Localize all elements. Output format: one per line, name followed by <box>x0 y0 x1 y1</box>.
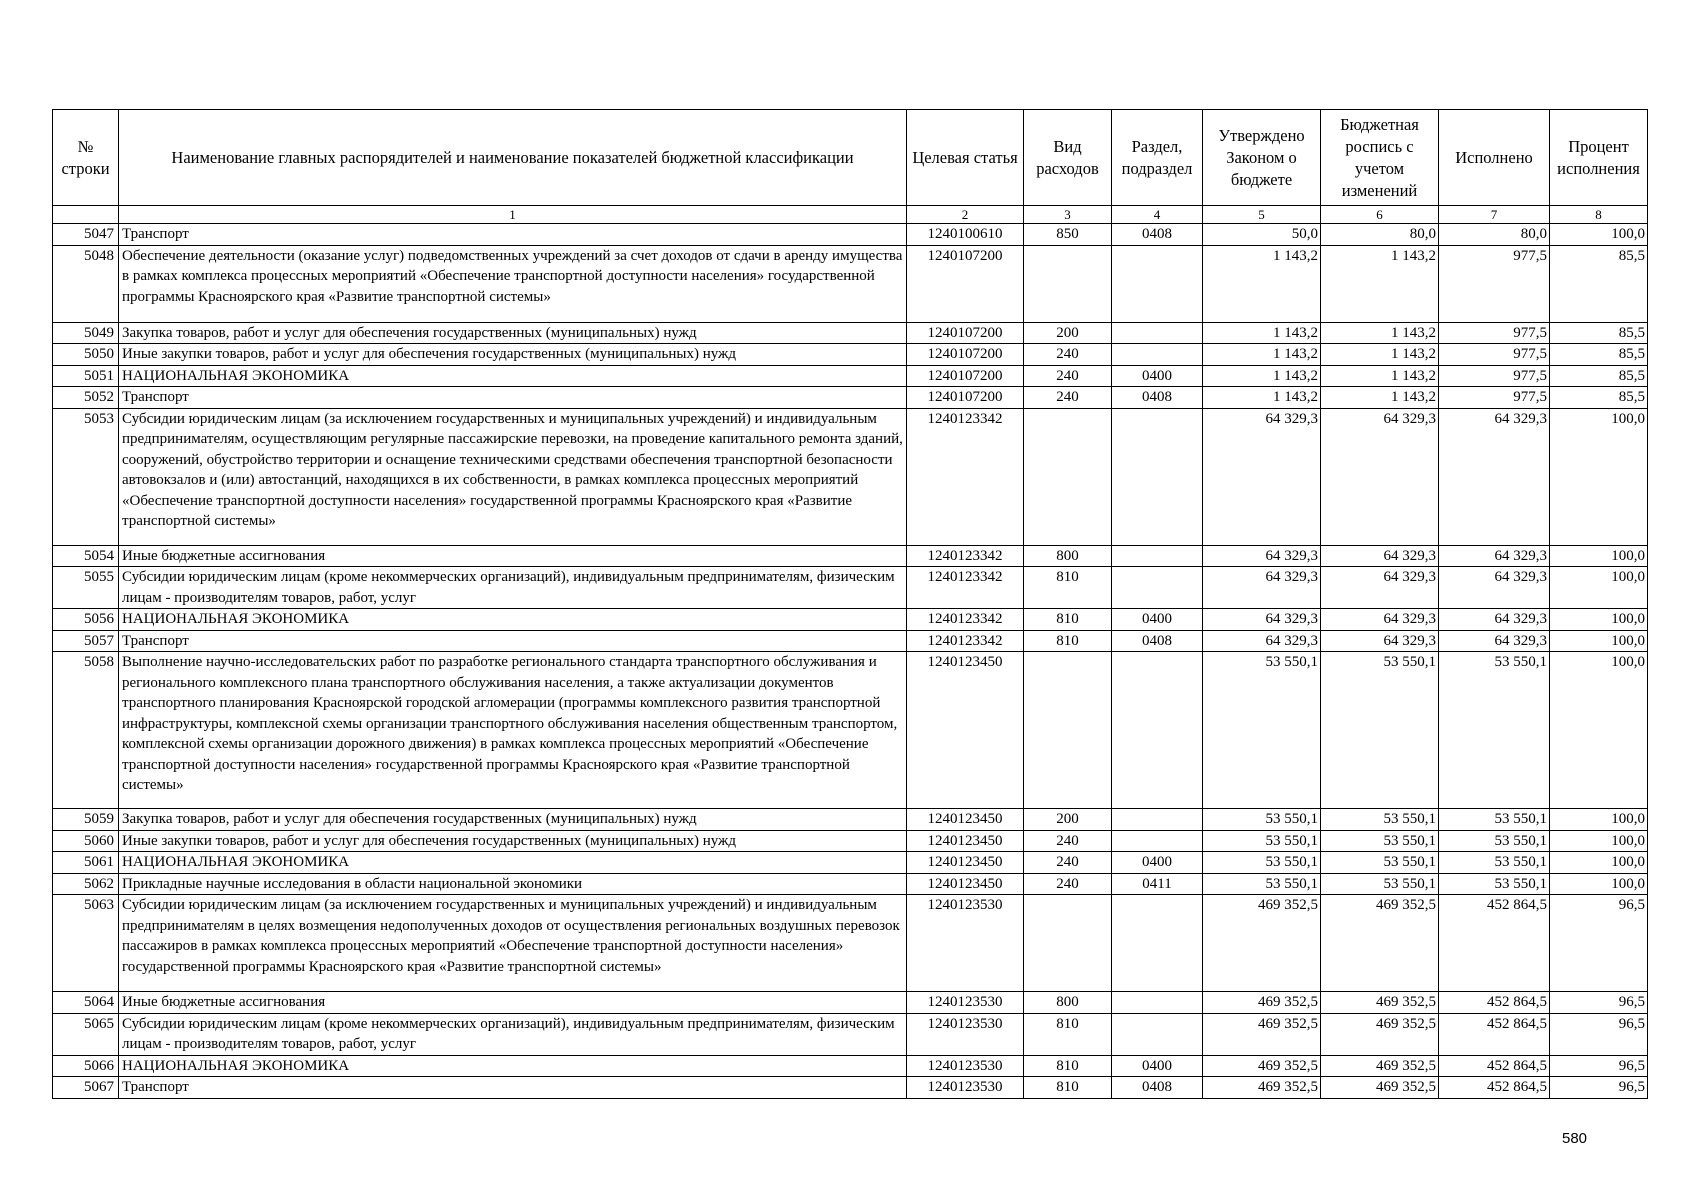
cell-expense-type: 850 <box>1024 224 1112 246</box>
cell-budget-schedule: 469 352,5 <box>1321 992 1439 1014</box>
cell-section: 0400 <box>1112 852 1203 874</box>
cell-expense-type: 800 <box>1024 545 1112 567</box>
cell-target-article: 1240123450 <box>907 830 1024 852</box>
cell-executed: 80,0 <box>1439 224 1550 246</box>
table-row <box>53 895 1648 992</box>
cell-row-number: 5058 <box>53 652 119 809</box>
cell-executed: 977,5 <box>1439 245 1550 322</box>
cell-row-number: 5064 <box>53 992 119 1014</box>
cell-section: 0400 <box>1112 1055 1203 1077</box>
cell-section: 0400 <box>1112 365 1203 387</box>
cell-name: Субсидии юридическим лицам (за исключением государственных и муниципальных учреждений) и индивидуальным предпринимателям, осуществляющим регулярные пассажирские перевозки, на проведение капитального ремонта зданий, сооружений, обустройство территории и оснащение техническими средствами обеспечения транспортной безопасности автовокзалов и (или) автостанций, находящихся в их собственности, в рамках комплекса процессных мероприятий «Обеспечение транспортной доступности населения» государственной программы Красноярского края «Развитие транспортной системы» <box>119 408 907 545</box>
cell-row-number: 5059 <box>53 809 119 831</box>
cell-executed: 53 550,1 <box>1439 652 1550 809</box>
cell-name: Закупка товаров, работ и услуг для обеспечения государственных (муниципальных) нужд <box>119 809 907 831</box>
cell-name: НАЦИОНАЛЬНАЯ ЭКОНОМИКА <box>119 365 907 387</box>
cell-expense-type: 240 <box>1024 830 1112 852</box>
cell-budget-schedule: 53 550,1 <box>1321 873 1439 895</box>
table-row <box>53 245 1648 322</box>
cell-budget-schedule: 1 143,2 <box>1321 365 1439 387</box>
cell-percent: 100,0 <box>1550 609 1648 631</box>
cell-section: 0408 <box>1112 630 1203 652</box>
cell-name: Прикладные научные исследования в области национальной экономики <box>119 873 907 895</box>
column-number: 2 <box>907 206 1024 224</box>
cell-percent: 96,5 <box>1550 1013 1648 1055</box>
table-row <box>53 224 1648 246</box>
cell-budget-schedule: 64 329,3 <box>1321 630 1439 652</box>
cell-approved: 469 352,5 <box>1203 895 1321 992</box>
cell-name: Субсидии юридическим лицам (кроме некоммерческих организаций), индивидуальным предпринимателям, физическим лицам - производителям товаров, работ, услуг <box>119 567 907 609</box>
cell-section <box>1112 809 1203 831</box>
table-body <box>53 224 1648 1099</box>
cell-approved: 53 550,1 <box>1203 809 1321 831</box>
table-row <box>53 387 1648 409</box>
cell-target-article: 1240107200 <box>907 245 1024 322</box>
table-row <box>53 365 1648 387</box>
table-row <box>53 1077 1648 1099</box>
cell-approved: 64 329,3 <box>1203 545 1321 567</box>
table-row <box>53 545 1648 567</box>
cell-expense-type: 810 <box>1024 1013 1112 1055</box>
cell-target-article: 1240123530 <box>907 1055 1024 1077</box>
cell-approved: 1 143,2 <box>1203 322 1321 344</box>
cell-executed: 452 864,5 <box>1439 1055 1550 1077</box>
cell-row-number: 5066 <box>53 1055 119 1077</box>
cell-executed: 452 864,5 <box>1439 1013 1550 1055</box>
cell-target-article: 1240123342 <box>907 408 1024 545</box>
cell-budget-schedule: 469 352,5 <box>1321 895 1439 992</box>
cell-name: Транспорт <box>119 387 907 409</box>
cell-row-number: 5055 <box>53 567 119 609</box>
cell-name: Обеспечение деятельности (оказание услуг) подведомственных учреждений за счет доходов от сдачи в аренду имущества в рамках комплекса процессных мероприятий «Обеспечение транспортной доступности населения» государственной программы Красноярского края «Развитие транспортной системы» <box>119 245 907 322</box>
header-executed: Исполнено <box>1439 110 1550 206</box>
cell-approved: 53 550,1 <box>1203 652 1321 809</box>
cell-name: НАЦИОНАЛЬНАЯ ЭКОНОМИКА <box>119 1055 907 1077</box>
cell-name: Иные закупки товаров, работ и услуг для обеспечения государственных (муниципальных) нужд <box>119 344 907 366</box>
cell-row-number: 5053 <box>53 408 119 545</box>
cell-section <box>1112 895 1203 992</box>
cell-executed: 452 864,5 <box>1439 1077 1550 1099</box>
cell-expense-type: 810 <box>1024 1055 1112 1077</box>
table-row <box>53 322 1648 344</box>
header-name: Наименование главных распорядителей и наименование показателей бюджетной классификации <box>119 110 907 206</box>
column-number: 3 <box>1024 206 1112 224</box>
cell-approved: 50,0 <box>1203 224 1321 246</box>
cell-expense-type: 240 <box>1024 344 1112 366</box>
cell-section <box>1112 322 1203 344</box>
cell-percent: 100,0 <box>1550 408 1648 545</box>
cell-approved: 64 329,3 <box>1203 408 1321 545</box>
cell-executed: 64 329,3 <box>1439 408 1550 545</box>
cell-row-number: 5061 <box>53 852 119 874</box>
cell-executed: 64 329,3 <box>1439 609 1550 631</box>
cell-expense-type: 810 <box>1024 630 1112 652</box>
cell-budget-schedule: 53 550,1 <box>1321 852 1439 874</box>
cell-section <box>1112 545 1203 567</box>
cell-target-article: 1240123342 <box>907 630 1024 652</box>
cell-expense-type: 800 <box>1024 992 1112 1014</box>
cell-row-number: 5062 <box>53 873 119 895</box>
cell-approved: 64 329,3 <box>1203 567 1321 609</box>
cell-percent: 100,0 <box>1550 652 1648 809</box>
cell-target-article: 1240123530 <box>907 895 1024 992</box>
cell-row-number: 5067 <box>53 1077 119 1099</box>
cell-percent: 85,5 <box>1550 245 1648 322</box>
cell-approved: 64 329,3 <box>1203 630 1321 652</box>
cell-section <box>1112 1013 1203 1055</box>
table-row <box>53 344 1648 366</box>
cell-section: 0408 <box>1112 387 1203 409</box>
cell-row-number: 5054 <box>53 545 119 567</box>
table-row <box>53 852 1648 874</box>
header-percent: Процент исполнения <box>1550 110 1648 206</box>
cell-row-number: 5047 <box>53 224 119 246</box>
cell-percent: 100,0 <box>1550 809 1648 831</box>
table-row <box>53 408 1648 545</box>
column-number-row <box>53 206 1648 224</box>
cell-executed: 53 550,1 <box>1439 809 1550 831</box>
cell-row-number: 5052 <box>53 387 119 409</box>
cell-expense-type <box>1024 245 1112 322</box>
cell-row-number: 5057 <box>53 630 119 652</box>
header-budget-schedule: Бюджетная роспись с учетом изменений <box>1321 110 1439 206</box>
cell-section: 0411 <box>1112 873 1203 895</box>
column-number: 1 <box>119 206 907 224</box>
cell-percent: 100,0 <box>1550 830 1648 852</box>
cell-executed: 53 550,1 <box>1439 873 1550 895</box>
cell-row-number: 5056 <box>53 609 119 631</box>
cell-budget-schedule: 1 143,2 <box>1321 245 1439 322</box>
cell-target-article: 1240123450 <box>907 652 1024 809</box>
cell-executed: 53 550,1 <box>1439 830 1550 852</box>
cell-approved: 469 352,5 <box>1203 1013 1321 1055</box>
header-row <box>53 110 1648 206</box>
table-row <box>53 630 1648 652</box>
cell-percent: 85,5 <box>1550 322 1648 344</box>
cell-percent: 100,0 <box>1550 224 1648 246</box>
cell-section: 0408 <box>1112 1077 1203 1099</box>
column-number: 8 <box>1550 206 1648 224</box>
cell-budget-schedule: 469 352,5 <box>1321 1013 1439 1055</box>
cell-percent: 100,0 <box>1550 630 1648 652</box>
cell-approved: 53 550,1 <box>1203 852 1321 874</box>
cell-percent: 85,5 <box>1550 365 1648 387</box>
column-number: 6 <box>1321 206 1439 224</box>
cell-name: Субсидии юридическим лицам (за исключением государственных и муниципальных учреждений) и индивидуальным предпринимателям в целях возмещения недополученных доходов от осуществления региональных воздушных перевозок пассажиров в рамках комплекса процессных мероприятий «Обеспечение транспортной доступности населения» государственной программы Красноярского края «Развитие транспортной системы» <box>119 895 907 992</box>
cell-row-number: 5060 <box>53 830 119 852</box>
cell-target-article: 1240123450 <box>907 873 1024 895</box>
column-number: 7 <box>1439 206 1550 224</box>
cell-section <box>1112 567 1203 609</box>
header-expense-type: Вид расходов <box>1024 110 1112 206</box>
cell-budget-schedule: 53 550,1 <box>1321 652 1439 809</box>
column-number: 5 <box>1203 206 1321 224</box>
cell-expense-type <box>1024 408 1112 545</box>
table-row <box>53 1055 1648 1077</box>
cell-budget-schedule: 64 329,3 <box>1321 545 1439 567</box>
cell-percent: 96,5 <box>1550 992 1648 1014</box>
cell-budget-schedule: 80,0 <box>1321 224 1439 246</box>
table-row <box>53 830 1648 852</box>
cell-percent: 100,0 <box>1550 873 1648 895</box>
cell-budget-schedule: 53 550,1 <box>1321 830 1439 852</box>
cell-expense-type: 810 <box>1024 567 1112 609</box>
cell-executed: 64 329,3 <box>1439 567 1550 609</box>
cell-approved: 53 550,1 <box>1203 873 1321 895</box>
table-row <box>53 567 1648 609</box>
cell-approved: 1 143,2 <box>1203 365 1321 387</box>
budget-execution-table <box>52 109 1648 1099</box>
cell-section: 0400 <box>1112 609 1203 631</box>
cell-target-article: 1240107200 <box>907 344 1024 366</box>
cell-budget-schedule: 1 143,2 <box>1321 322 1439 344</box>
cell-percent: 85,5 <box>1550 344 1648 366</box>
cell-expense-type: 200 <box>1024 809 1112 831</box>
cell-row-number: 5063 <box>53 895 119 992</box>
table-row <box>53 992 1648 1014</box>
cell-approved: 469 352,5 <box>1203 1055 1321 1077</box>
cell-section <box>1112 245 1203 322</box>
cell-name: Выполнение научно-исследовательских работ по разработке регионального стандарта транспортного обслуживания и регионального комплексного плана транспортного обслуживания населения, а также актуализации документов транспортного планирования Красноярской городской агломерации (программы комплексного развития транспортной инфраструктуры, комплексной схемы организации транспортного обслуживания населения общественным транспортом, комплексной схемы организации дорожного движения) в рамках комплекса процессных мероприятий «Обеспечение транспортной доступности населения» государственной программы Красноярского края «Развитие транспортной системы» <box>119 652 907 809</box>
cell-target-article: 1240107200 <box>907 365 1024 387</box>
table-row <box>53 652 1648 809</box>
cell-name: Транспорт <box>119 224 907 246</box>
cell-budget-schedule: 469 352,5 <box>1321 1055 1439 1077</box>
cell-target-article: 1240123342 <box>907 609 1024 631</box>
cell-target-article: 1240123530 <box>907 1013 1024 1055</box>
cell-budget-schedule: 64 329,3 <box>1321 408 1439 545</box>
cell-executed: 977,5 <box>1439 344 1550 366</box>
column-number-blank <box>53 206 119 224</box>
cell-section <box>1112 408 1203 545</box>
cell-expense-type <box>1024 652 1112 809</box>
cell-approved: 1 143,2 <box>1203 344 1321 366</box>
cell-percent: 100,0 <box>1550 545 1648 567</box>
cell-row-number: 5048 <box>53 245 119 322</box>
cell-name: Транспорт <box>119 1077 907 1099</box>
cell-percent: 100,0 <box>1550 852 1648 874</box>
cell-executed: 452 864,5 <box>1439 895 1550 992</box>
cell-target-article: 1240107200 <box>907 322 1024 344</box>
table-row <box>53 809 1648 831</box>
cell-target-article: 1240123530 <box>907 992 1024 1014</box>
cell-approved: 64 329,3 <box>1203 609 1321 631</box>
cell-target-article: 1240123450 <box>907 852 1024 874</box>
cell-expense-type: 200 <box>1024 322 1112 344</box>
cell-executed: 64 329,3 <box>1439 545 1550 567</box>
cell-expense-type: 240 <box>1024 387 1112 409</box>
cell-name: Иные закупки товаров, работ и услуг для обеспечения государственных (муниципальных) нужд <box>119 830 907 852</box>
column-number: 4 <box>1112 206 1203 224</box>
cell-expense-type: 240 <box>1024 873 1112 895</box>
cell-name: НАЦИОНАЛЬНАЯ ЭКОНОМИКА <box>119 852 907 874</box>
cell-budget-schedule: 64 329,3 <box>1321 609 1439 631</box>
cell-expense-type: 240 <box>1024 852 1112 874</box>
cell-executed: 977,5 <box>1439 365 1550 387</box>
cell-percent: 100,0 <box>1550 567 1648 609</box>
cell-row-number: 5065 <box>53 1013 119 1055</box>
table-row <box>53 873 1648 895</box>
header-section: Раздел, подраздел <box>1112 110 1203 206</box>
table-row <box>53 609 1648 631</box>
cell-approved: 53 550,1 <box>1203 830 1321 852</box>
cell-name: Закупка товаров, работ и услуг для обеспечения государственных (муниципальных) нужд <box>119 322 907 344</box>
cell-expense-type <box>1024 895 1112 992</box>
cell-target-article: 1240123530 <box>907 1077 1024 1099</box>
cell-target-article: 1240100610 <box>907 224 1024 246</box>
cell-section <box>1112 652 1203 809</box>
cell-target-article: 1240107200 <box>907 387 1024 409</box>
cell-executed: 977,5 <box>1439 322 1550 344</box>
cell-target-article: 1240123342 <box>907 567 1024 609</box>
cell-expense-type: 810 <box>1024 609 1112 631</box>
cell-name: Субсидии юридическим лицам (кроме некоммерческих организаций), индивидуальным предпринимателям, физическим лицам - производителям товаров, работ, услуг <box>119 1013 907 1055</box>
cell-section <box>1112 992 1203 1014</box>
cell-budget-schedule: 1 143,2 <box>1321 387 1439 409</box>
header-row-number: № строки <box>53 110 119 206</box>
cell-target-article: 1240123342 <box>907 545 1024 567</box>
cell-budget-schedule: 64 329,3 <box>1321 567 1439 609</box>
cell-executed: 452 864,5 <box>1439 992 1550 1014</box>
cell-percent: 96,5 <box>1550 1077 1648 1099</box>
cell-budget-schedule: 469 352,5 <box>1321 1077 1439 1099</box>
cell-percent: 96,5 <box>1550 1055 1648 1077</box>
cell-percent: 85,5 <box>1550 387 1648 409</box>
cell-approved: 1 143,2 <box>1203 387 1321 409</box>
cell-target-article: 1240123450 <box>907 809 1024 831</box>
cell-section <box>1112 830 1203 852</box>
cell-approved: 1 143,2 <box>1203 245 1321 322</box>
header-approved: Утверждено Законом о бюджете <box>1203 110 1321 206</box>
header-target-article: Целевая статья <box>907 110 1024 206</box>
cell-executed: 64 329,3 <box>1439 630 1550 652</box>
cell-row-number: 5051 <box>53 365 119 387</box>
cell-executed: 977,5 <box>1439 387 1550 409</box>
cell-name: НАЦИОНАЛЬНАЯ ЭКОНОМИКА <box>119 609 907 631</box>
cell-executed: 53 550,1 <box>1439 852 1550 874</box>
cell-approved: 469 352,5 <box>1203 992 1321 1014</box>
cell-name: Транспорт <box>119 630 907 652</box>
cell-section <box>1112 344 1203 366</box>
cell-name: Иные бюджетные ассигнования <box>119 545 907 567</box>
cell-section: 0408 <box>1112 224 1203 246</box>
cell-row-number: 5050 <box>53 344 119 366</box>
cell-percent: 96,5 <box>1550 895 1648 992</box>
cell-expense-type: 810 <box>1024 1077 1112 1099</box>
cell-expense-type: 240 <box>1024 365 1112 387</box>
cell-approved: 469 352,5 <box>1203 1077 1321 1099</box>
cell-budget-schedule: 53 550,1 <box>1321 809 1439 831</box>
page-number: 580 <box>1562 1130 1588 1147</box>
cell-row-number: 5049 <box>53 322 119 344</box>
table-row <box>53 1013 1648 1055</box>
cell-name: Иные бюджетные ассигнования <box>119 992 907 1014</box>
cell-budget-schedule: 1 143,2 <box>1321 344 1439 366</box>
